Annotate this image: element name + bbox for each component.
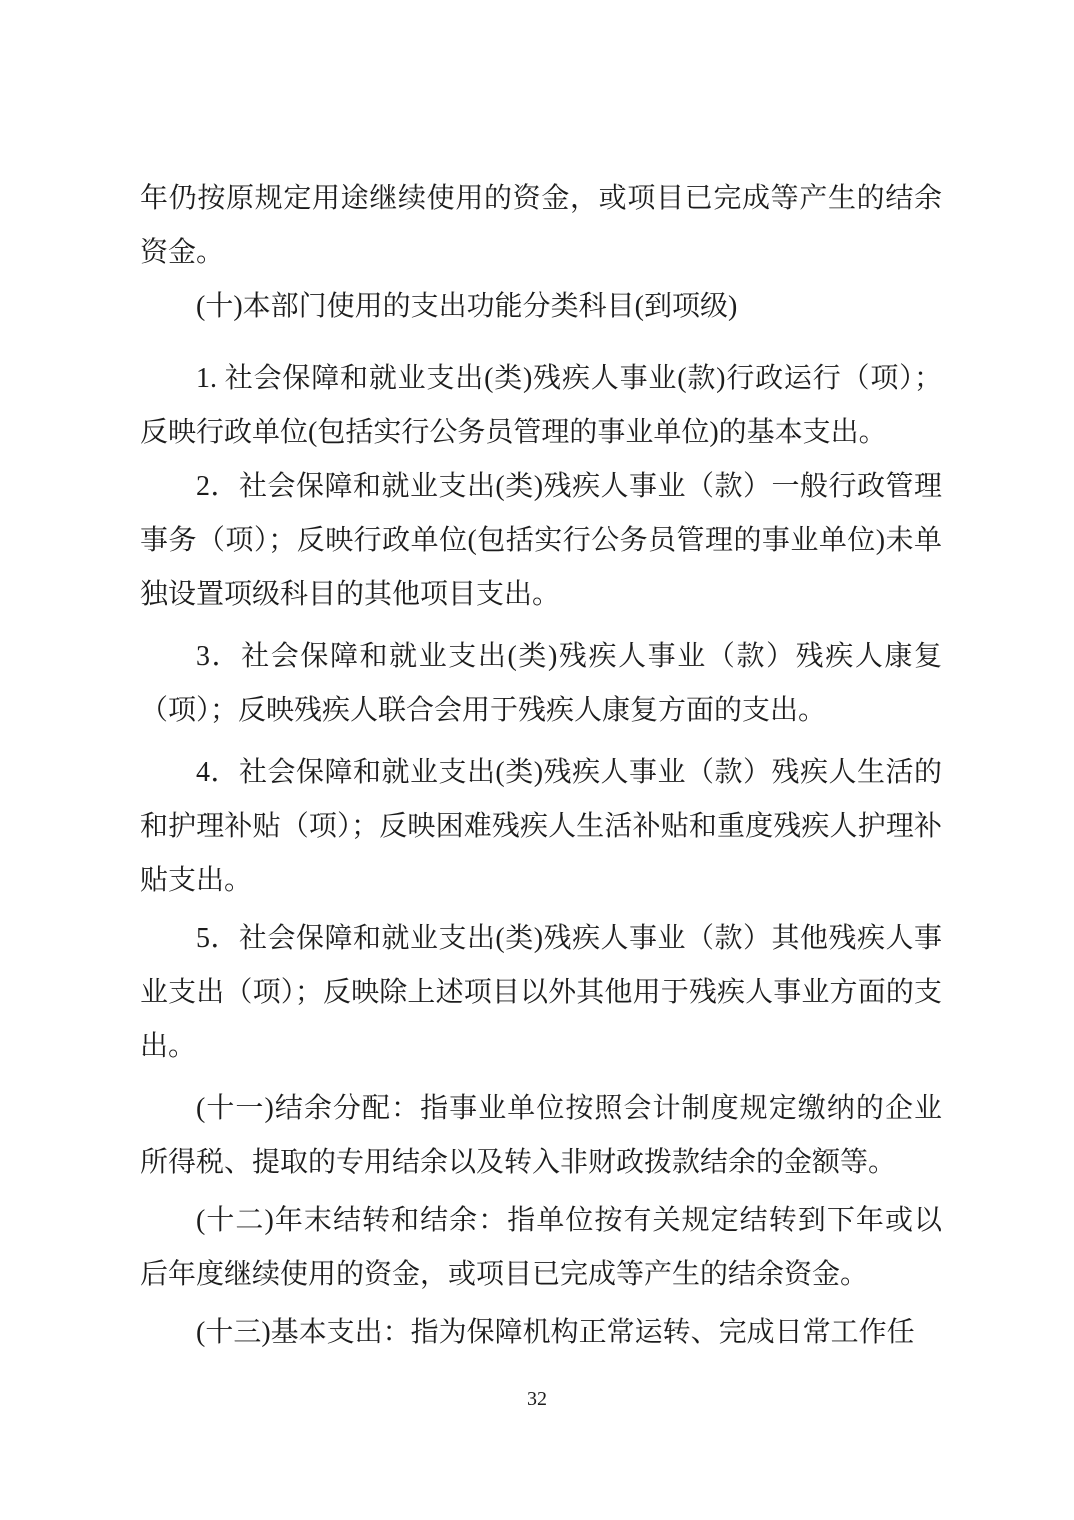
- paragraph-section-eleven: (十一)结余分配：指事业单位按照会计制度规定缴纳的企业所得税、提取的专用结余以及转入非财政拨款结余的金额等。: [140, 1093, 942, 1178]
- section-heading-ten: (十)本部门使用的支出功能分类科目(到项级): [196, 291, 738, 322]
- list-item-1: 1. 社会保障和就业支出(类)残疾人事业(款)行政运行（项）；反映行政单位(包括实行公务员管理的事业单位)的基本支出。: [140, 363, 942, 448]
- paragraph-section-twelve: (十二)年末结转和结余：指单位按有关规定结转到下年或以后年度继续使用的资金，或项目已完成等产生的结余资金。: [140, 1205, 942, 1290]
- list-item-4: 4．社会保障和就业支出(类)残疾人事业（款）残疾人生活的和护理补贴（项）；反映困难残疾人生活补贴和重度残疾人护理补贴支出。: [140, 757, 942, 896]
- document-body-text: [140, 172, 942, 1360]
- list-item-3: 3．社会保障和就业支出(类)残疾人事业（款）残疾人康复（项）；反映残疾人联合会用于残疾人康复方面的支出。: [140, 641, 942, 726]
- paragraph-section-thirteen: (十三)基本支出：指为保障机构正常运转、完成日常工作任: [196, 1317, 915, 1348]
- paragraph-continuation: 年仍按原规定用途继续使用的资金，或项目已完成等产生的结余资金。: [140, 183, 942, 268]
- page-number: 32: [527, 1388, 547, 1410]
- list-item-2: 2．社会保障和就业支出(类)残疾人事业（款）一般行政管理事务（项）；反映行政单位(包括实行公务员管理的事业单位)未单独设置项级科目的其他项目支出。: [140, 471, 942, 610]
- list-item-5: 5．社会保障和就业支出(类)残疾人事业（款）其他残疾人事业支出（项）；反映除上述项目以外其他用于残疾人事业方面的支出。: [140, 923, 942, 1062]
